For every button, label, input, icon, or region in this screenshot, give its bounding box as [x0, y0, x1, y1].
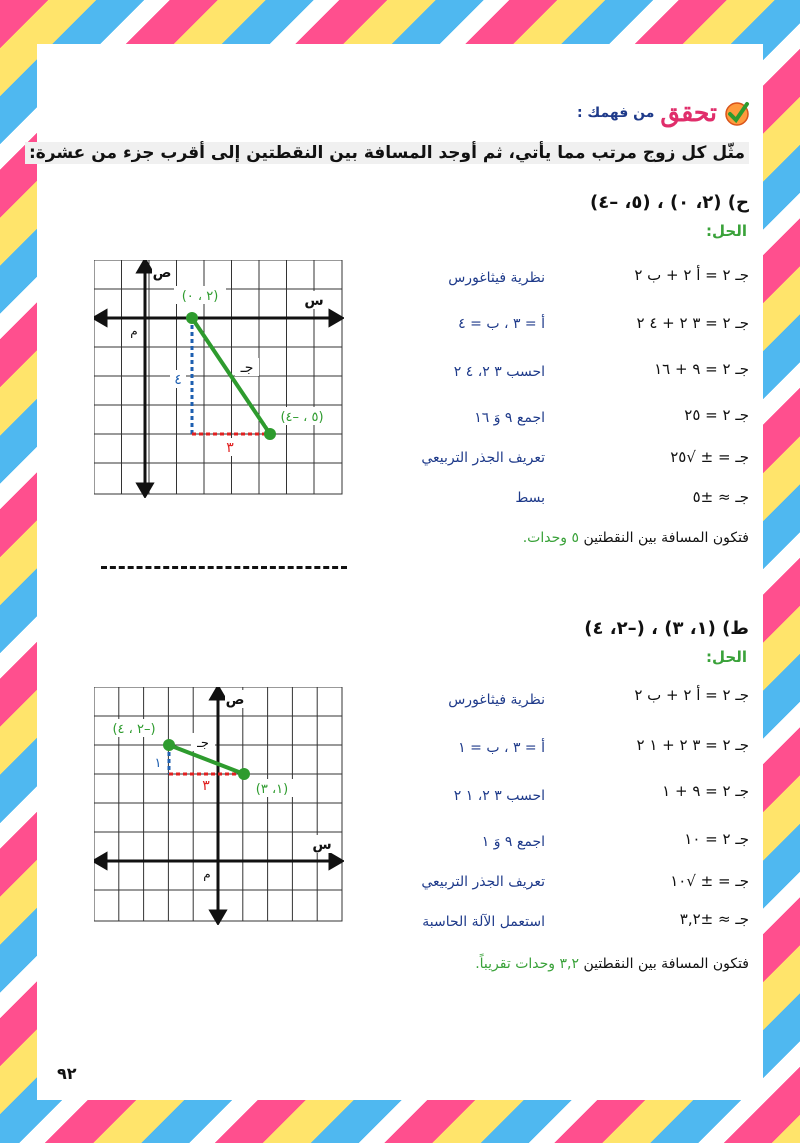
- p2-step3-expr: جـ ٢ = ٩ + ١: [662, 782, 749, 800]
- instruction-text: مثّل كل زوج مرتب مما يأتي، ثم أوجد المسافة بين النقطتين إلى أقرب جزء من عشرة:: [25, 142, 749, 164]
- p2-step4-expr: جـ ٢ = ١٠: [684, 830, 749, 848]
- p2-step4-reason: اجمع ٩ وَ ١: [481, 834, 545, 850]
- p2-step6-reason: استعمل الآلة الحاسبة: [422, 914, 545, 930]
- problem2-solution-label: الحل:: [706, 648, 747, 666]
- p1-step4-expr: جـ ٢ = ٢٥: [684, 406, 749, 424]
- problem2-header: [584, 618, 749, 639]
- p2-step1-reason: نظرية فيثاغورس: [448, 692, 545, 708]
- p1-step3-reason: احسب ٣ ٢، ٤ ٢: [453, 364, 545, 380]
- hypotenuse-label: جـ: [197, 736, 209, 751]
- problem1-conclusion: [523, 530, 749, 546]
- origin-label: م: [203, 867, 211, 881]
- p1-step1-reason: نظرية فيثاغورس: [448, 270, 545, 286]
- p1-step1-expr: جـ ٢ = أ ٢ + ب ٢: [634, 266, 749, 284]
- p2-step1-expr: جـ ٢ = أ ٢ + ب ٢: [634, 686, 749, 704]
- p2-step2-expr: جـ ٢ = ٣ ٢ + ١ ٢: [636, 736, 749, 754]
- p2-conclusion-text: فتكون المسافة بين النقطتين: [583, 956, 749, 972]
- checkmark-icon: [723, 99, 751, 127]
- p1-step2-reason: أ = ٣ ، ب = ٤: [458, 316, 545, 332]
- point-a-label: (٢ ، ٠): [181, 289, 219, 304]
- problem2-pairs: (١، ٣) ، (‎–٢، ٤): [584, 618, 716, 639]
- p2-conclusion-value: ٣,٢ وحدات تقريباً.: [475, 956, 579, 972]
- problem1-pairs: (٢، ٠) ، (٥، ‎–٤): [590, 192, 722, 213]
- point-b: [238, 768, 250, 780]
- horizontal-leg-label: ٣: [226, 440, 234, 456]
- point-a: [163, 739, 175, 751]
- p2-step3-reason: احسب ٣ ٢، ١ ٢: [453, 788, 545, 804]
- p2-step6-expr: جـ ≈ ±٣,٢: [679, 910, 749, 928]
- p2-step5-expr: جـ = ± √١٠: [670, 872, 749, 890]
- heading-subtitle: من فهمك :: [576, 104, 655, 121]
- p1-step6-expr: جـ ≈ ±٥: [692, 488, 749, 506]
- heading-title: تحقق: [660, 98, 717, 127]
- problem1-graph: [94, 260, 344, 498]
- p1-step5-reason: تعريف الجذر التربيعي: [421, 450, 545, 466]
- origin-label: م: [130, 324, 138, 338]
- p2-step5-reason: تعريف الجذر التربيعي: [421, 874, 545, 890]
- p1-conclusion-text: فتكون المسافة بين النقطتين: [583, 530, 749, 546]
- point-a-label: (‎–٢ ، ٤): [112, 722, 156, 737]
- point-a: [186, 312, 198, 324]
- horizontal-leg-label: ٣: [202, 778, 210, 794]
- p1-step2-expr: جـ ٢ = ٣ ٢ + ٤ ٢: [636, 314, 749, 332]
- p1-step4-reason: اجمع ٩ وَ ١٦: [474, 410, 545, 426]
- y-axis-label: ص: [152, 265, 172, 281]
- worksheet-page: [28, 44, 763, 1100]
- point-b-label: (١، ٣): [255, 782, 289, 797]
- p1-conclusion-value: ٥ وحدات.: [522, 530, 579, 546]
- p1-step5-expr: جـ = ± √٢٥: [670, 448, 749, 466]
- hypotenuse-label: جـ: [240, 360, 254, 376]
- point-b: [264, 428, 276, 440]
- problem1-letter: ح): [727, 192, 749, 213]
- problem2-graph: [94, 687, 344, 925]
- problem1-header: [590, 192, 749, 213]
- p1-step3-expr: جـ ٢ = ٩ + ١٦: [654, 360, 749, 378]
- x-axis-label: س: [304, 293, 324, 309]
- page-number: ٩٢: [57, 1064, 77, 1083]
- p2-step2-reason: أ = ٣ ، ب = ١: [458, 740, 545, 756]
- section-divider: [101, 566, 347, 569]
- x-axis-label: س: [312, 837, 332, 853]
- problem1-solution-label: الحل:: [706, 222, 747, 240]
- vertical-leg-label: ١: [154, 756, 162, 771]
- p1-step6-reason: بسط: [515, 490, 545, 506]
- problem2-letter: ط): [722, 618, 749, 639]
- vertical-leg-label: ٤: [174, 372, 182, 388]
- problem2-conclusion: [475, 956, 749, 972]
- check-understanding-heading: [577, 98, 751, 127]
- point-b-label: (٥ ، ‎–٤): [280, 410, 324, 425]
- y-axis-label: ص: [225, 692, 245, 708]
